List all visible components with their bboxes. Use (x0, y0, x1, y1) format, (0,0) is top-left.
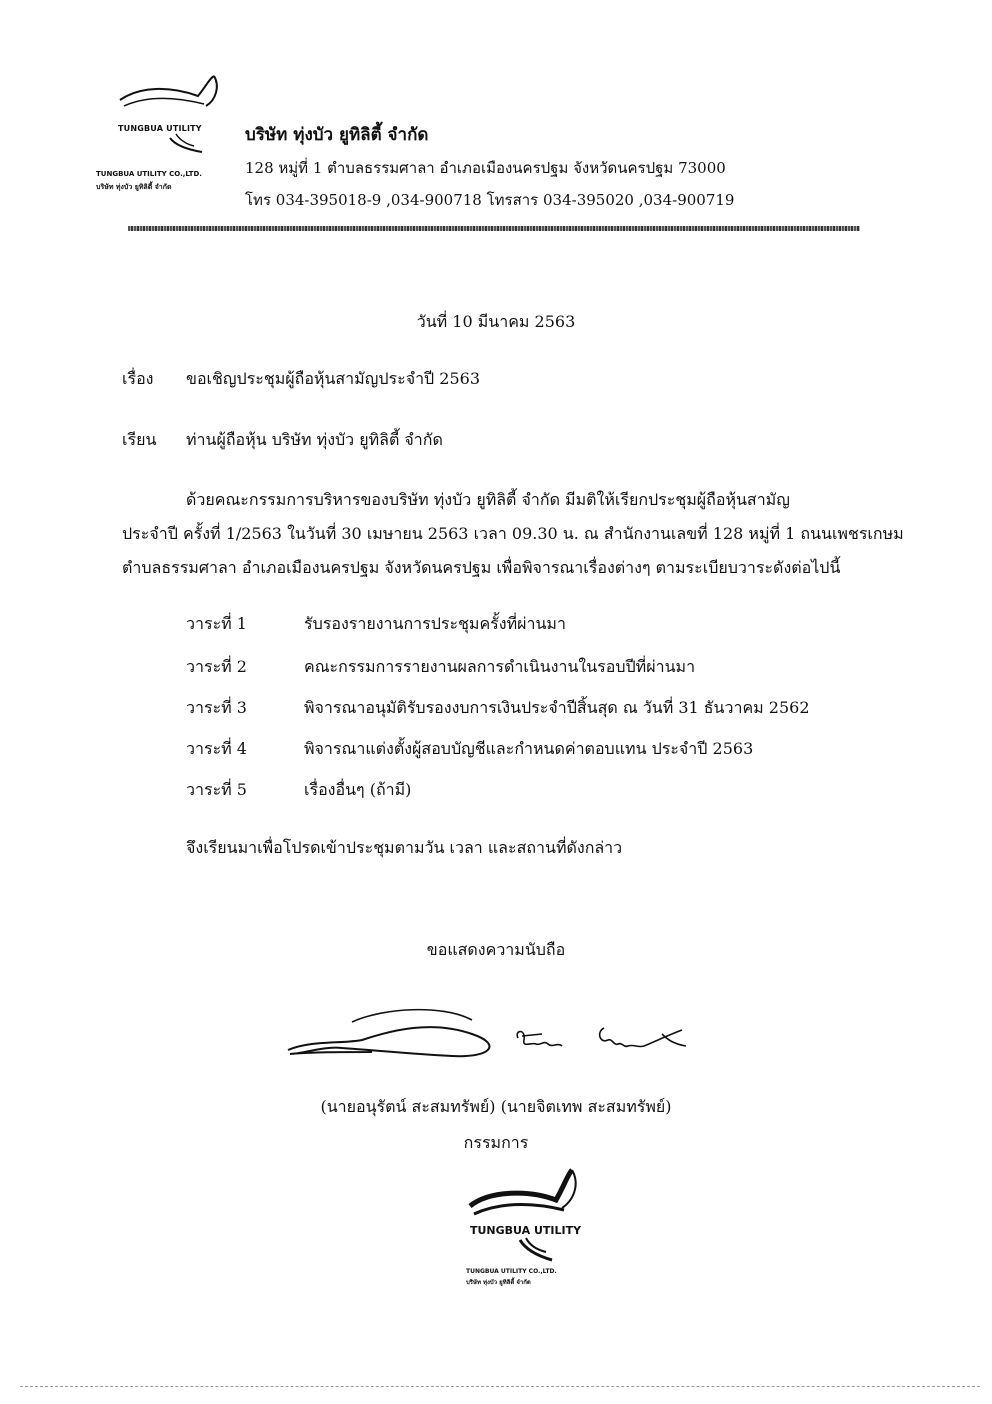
stamp-brand-text: TUNGBUA UTILITY (470, 1224, 582, 1237)
company-phone: โทร 034-395018-9 ,034-900718 โทรสาร 034-395020 ,034-900719 (245, 191, 735, 209)
body-line: ตำบลธรรมศาลา อำเภอเมืองนครปฐม จังหวัดนครปฐม เพื่อพิจารณาเรื่องต่างๆ ตามระเบียบวาระดังต่อไปนี้ (122, 558, 841, 577)
signature-icon (282, 1000, 702, 1080)
agenda-item-text: พิจารณาแต่งตั้งผู้สอบบัญชีและกำหนดค่าตอบแทน ประจำปี 2563 (304, 739, 754, 758)
logo-brand-text: TUNGBUA UTILITY (118, 124, 202, 133)
company-logo (96, 74, 236, 194)
company-address: 128 หมู่ที่ 1 ตำบลธรรมศาลา อำเภอเมืองนครปฐม จังหวัดนครปฐม 73000 (245, 159, 726, 177)
stamp-company-en: TUNGBUA UTILITY CO.,LTD. (466, 1268, 557, 1275)
logo-company-th: บริษัท ทุ่งบัว ยูทิลิตี้ จำกัด (96, 183, 172, 191)
body-line: ด้วยคณะกรรมการบริหารของบริษัท ทุ่งบัว ยูทิลิตี้ จำกัด มีมติให้เรียกประชุมผู้ถือหุ้นสามัญ (186, 490, 790, 509)
addressee-text: ท่านผู้ถือหุ้น บริษัท ทุ่งบัว ยูทิลิตี้ จำกัด (186, 430, 443, 449)
letter-date: วันที่ 10 มีนาคม 2563 (416, 312, 576, 331)
subject-text: ขอเชิญประชุมผู้ถือหุ้นสามัญประจำปี 2563 (186, 369, 481, 388)
agenda-item-text: เรื่องอื่นๆ (ถ้ามี) (304, 780, 412, 799)
agenda-item-label: วาระที่ 2 (186, 657, 247, 676)
agenda-item-text: คณะกรรมการรายงานผลการดำเนินงานในรอบปีที่ผ่านมา (304, 657, 696, 676)
lotus-swoosh-icon (110, 74, 220, 154)
handwritten-signatures (282, 1000, 702, 1080)
agenda-item-text: รับรองรายงานการประชุมครั้งที่ผ่านมา (304, 614, 566, 633)
stamp-company-th: บริษัท ทุ่งบัว ยูทิลิตี้ จำกัด (466, 1279, 531, 1286)
agenda-item-text: พิจารณาอนุมัติรับรองงบการเงินประจำปีสิ้นสุด ณ วันที่ 31 ธันวาคม 2562 (304, 698, 810, 717)
addressee-label: เรียน (122, 430, 157, 449)
regards-text: ขอแสดงความนับถือ (426, 940, 566, 959)
agenda-item-label: วาระที่ 4 (186, 739, 247, 758)
agenda-item-label: วาระที่ 5 (186, 780, 247, 799)
body-line: ประจำปี ครั้งที่ 1/2563 ในวันที่ 30 เมษายน 2563 เวลา 09.30 น. ณ สำนักงานเลขที่ 128 หมู่ที่ 1 ถนนเพชรเกษม (122, 524, 904, 543)
closing-sentence: จึงเรียนมาเพื่อโปรดเข้าประชุมตามวัน เวลา และสถานที่ดังกล่าว (186, 838, 623, 857)
company-stamp (460, 1166, 590, 1296)
header-divider (128, 226, 860, 231)
subject-label: เรื่อง (122, 369, 154, 388)
signatory-names: (นายอนุรัตน์ สะสมทรัพย์) (นายจิตเทพ สะสมทรัพย์) (320, 1097, 672, 1116)
agenda-item-label: วาระที่ 1 (186, 614, 247, 633)
signatory-role: กรรมการ (463, 1133, 529, 1152)
company-name: บริษัท ทุ่งบัว ยูทิลิตี้ จำกัด (245, 125, 429, 145)
agenda-item-label: วาระที่ 3 (186, 698, 247, 717)
logo-company-en: TUNGBUA UTILITY CO.,LTD. (96, 170, 202, 178)
footer-divider (20, 1386, 980, 1388)
